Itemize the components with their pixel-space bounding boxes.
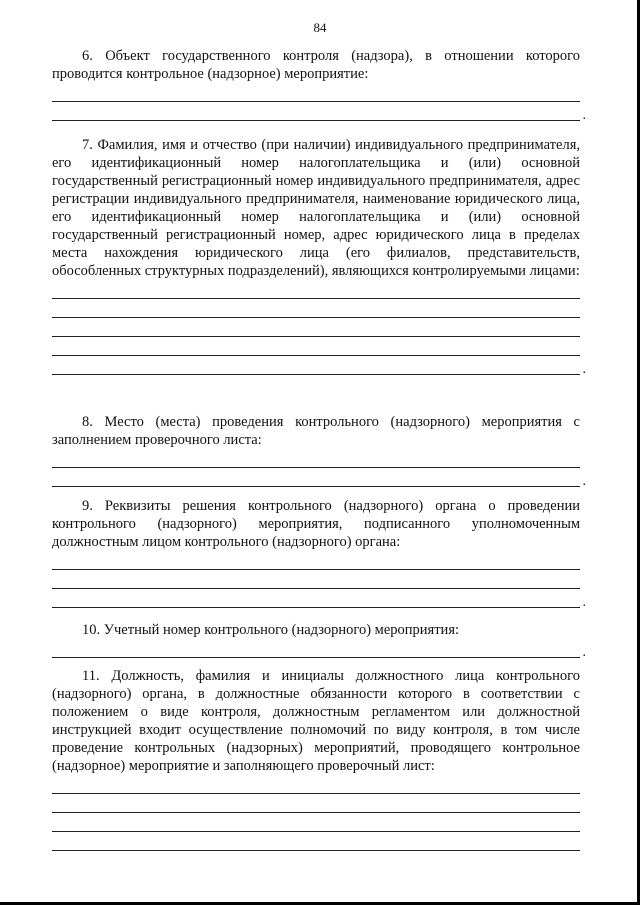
section-9-text: 9. Реквизиты решения контрольного (надзорного) органа о проведении контрольного (надзорного) мероприятия, подписанного уполномоченным должностным лицом контрольного (надзорного) органа: bbox=[52, 498, 580, 550]
section-8-blank-line[interactable] bbox=[52, 449, 580, 468]
section-9-blank-line[interactable] bbox=[52, 570, 580, 589]
section-7-controlled-persons bbox=[52, 136, 580, 375]
section-10-blank-line[interactable] bbox=[52, 639, 580, 658]
section-6-blank-line[interactable] bbox=[52, 83, 580, 102]
section-11-blank-line[interactable] bbox=[52, 813, 580, 832]
section-7-blank-line[interactable] bbox=[52, 356, 580, 375]
section-9-blank-line[interactable] bbox=[52, 551, 580, 570]
section-10-registration-number bbox=[52, 621, 580, 658]
section-7-blank-line[interactable] bbox=[52, 318, 580, 337]
section-6-blank-line[interactable] bbox=[52, 102, 580, 121]
section-11-blank-line[interactable] bbox=[52, 794, 580, 813]
page-number: 84 bbox=[313, 20, 327, 35]
section-9-blank-line[interactable] bbox=[52, 589, 580, 608]
section-6-text: 6. Объект государственного контроля (надзора), в отношении которого проводится контрольное (надзорное) мероприятие: bbox=[52, 48, 580, 82]
section-11-text: 11. Должность, фамилия и инициалы должностного лица контрольного (надзорного) органа, в должностные обязанности которого в соответствии с положением о виде контроля, должностным регламентом или должностной инструкцией входит осуществление полномочий по виду контроля, в том числе проведение контрольных (надзорных) мероприятий, проводящего контрольное (надзорное) мероприятие и заполняющего проверочный лист: bbox=[52, 668, 580, 774]
section-9-decision-details bbox=[52, 497, 580, 608]
section-7-blank-line[interactable] bbox=[52, 299, 580, 318]
section-8-text: 8. Место (места) проведения контрольного (надзорного) мероприятия с заполнением проверочного листа: bbox=[52, 414, 580, 448]
section-11-blank-line[interactable] bbox=[52, 832, 580, 851]
section-11-official-info bbox=[52, 667, 580, 851]
section-8-blank-line[interactable] bbox=[52, 468, 580, 487]
section-7-blank-line[interactable] bbox=[52, 337, 580, 356]
section-10-text: 10. Учетный номер контрольного (надзорного) мероприятия: bbox=[82, 622, 460, 638]
section-7-text: 7. Фамилия, имя и отчество (при наличии) индивидуального предпринимателя, его идентификационный номер налогоплательщика и (или) основной государственный регистрационный номер индивидуального предпринимателя, адрес регистрации индивидуального предпринимателя, наименование юридического лица, его идентификационный номер налогоплательщика и (или) основной государственный регистрационный номер, адрес юридического лица в пределах места нахождения юридического лица (его филиалов, представительств, обособленных структурных подразделений), являющихся контролируемыми лицами: bbox=[52, 137, 580, 279]
section-8-place-of-event bbox=[52, 413, 580, 487]
section-11-blank-line[interactable] bbox=[52, 775, 580, 794]
section-7-blank-line[interactable] bbox=[52, 280, 580, 299]
section-6-object-of-control bbox=[52, 47, 580, 121]
